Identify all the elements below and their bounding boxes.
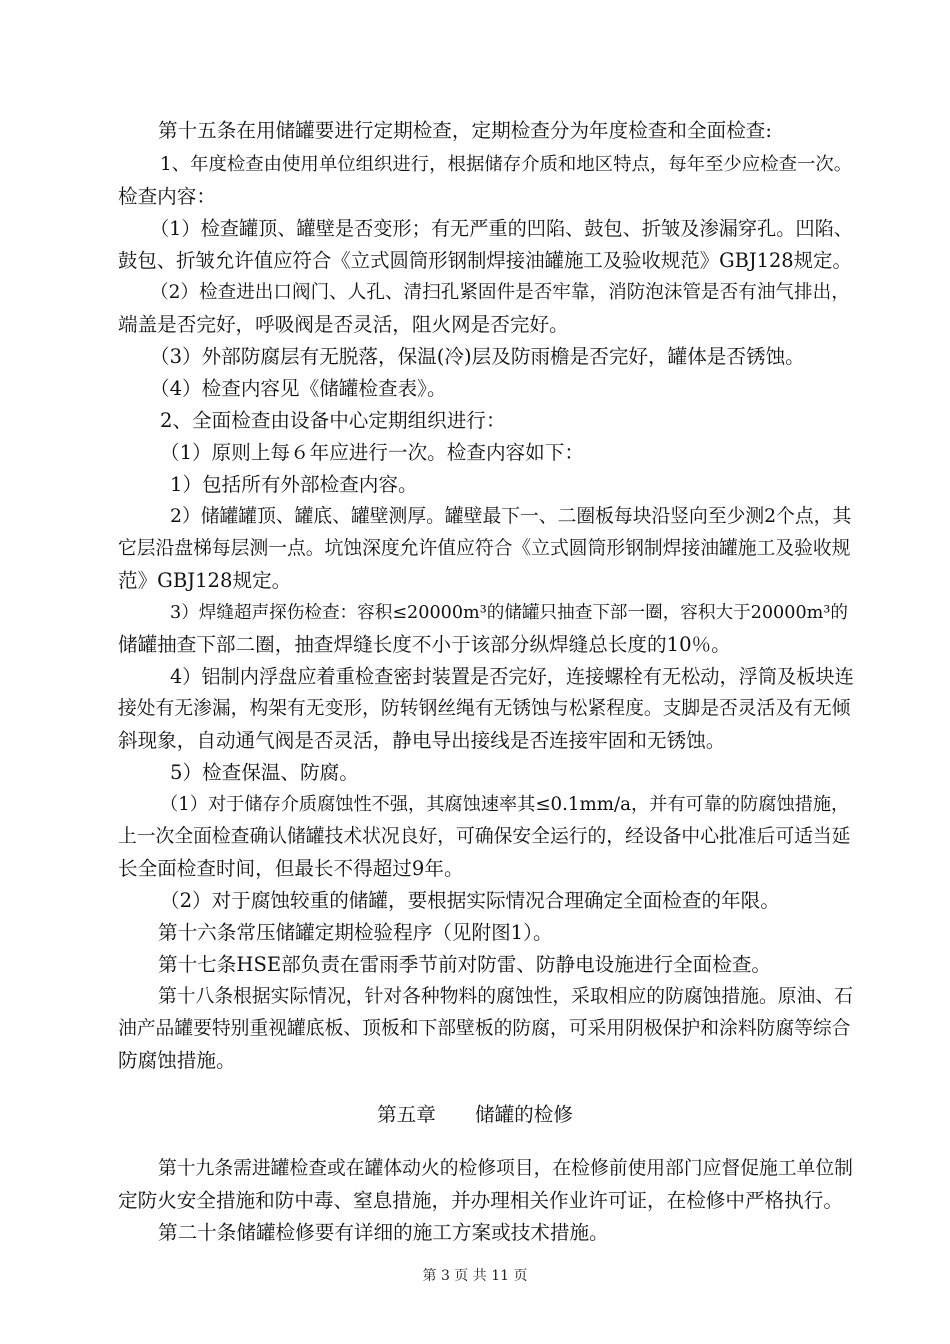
text-line: 检查内容： <box>118 185 216 208</box>
text-line: 防腐蚀措施。 <box>118 1049 236 1072</box>
article-20: 第二十条储罐检修要有详细的施工方案或技术措施。 <box>158 1221 609 1244</box>
text-line: 上一次全面检查确认储罐技术状况良好，可确保安全运行的，经设备中心批准后可适当延 <box>118 826 851 847</box>
text-line: 它层沿盘梯每层测一点。坑蚀深度允许值应符合《立式圆筒形钢制焊接油罐施工及验收规 <box>118 538 851 559</box>
text-line: （4）检查内容见《储罐检查表》。 <box>150 377 447 400</box>
text-line: 范》GBJ128规定。 <box>118 569 292 592</box>
text-line: 接处有无渗漏，构架有无变形，防转钢丝绳有无锈蚀与松紧程度。支脚是否灵活及有无倾 <box>118 698 851 719</box>
article-19: 第十九条需进罐检查或在罐体动火的检修项目，在检修前使用部门应督促施工单位制 <box>158 1158 853 1179</box>
article-16: 第十六条常压储罐定期检验程序（见附图1）。 <box>158 921 553 944</box>
article-15: 第十五条在用储罐要进行定期检查，定期检查分为年度检查和全面检查: <box>158 119 773 142</box>
text-line: （1）原则上每６年应进行一次。检查内容如下： <box>160 441 584 464</box>
text-line: 斜现象，自动通气阀是否灵活，静电导出接线是否连接牢固和无锈蚀。 <box>118 729 726 752</box>
chapter-heading: 第五章 储罐的检修 <box>377 1103 573 1126</box>
text-line: （1）检查罐顶、罐壁是否变形；有无严重的凹陷、鼓包、折皱及渗漏穿孔。凹陷、 <box>150 217 853 240</box>
article-17: 第十七条HSE部负责在雷雨季节前对防雷、防静电设施进行全面检查。 <box>158 953 772 976</box>
text-line: （1）对于储存介质腐蚀性不强，其腐蚀速率其≤0.1mm/a，并有可靠的防腐蚀措施， <box>160 794 850 815</box>
article-18: 第十八条根据实际情况，针对各种物料的腐蚀性，采取相应的防腐蚀措施。原油、石 <box>158 986 853 1007</box>
page-footer: 第 3 页 共 11 页 <box>422 1268 528 1284</box>
text-line: 端盖是否完好，呼吸阀是否灵活，阻火网是否完好。 <box>118 313 569 336</box>
text-line: 鼓包、折皱允许值应符合《立式圆筒形钢制焊接油罐施工及验收规范》GBJ128规定。 <box>118 249 852 272</box>
text-line: 4）铝制内浮盘应着重检查密封装置是否完好，连接螺栓有无松动，浮筒及板块连 <box>170 665 854 688</box>
item-full-check: 2、全面检查由设备中心定期组织进行： <box>160 409 506 432</box>
text-line: 油产品罐要特别重视罐底板、顶板和下部壁板的防腐，可采用阴极保护和涂料防腐等综合 <box>118 1018 851 1039</box>
text-line: （2）对于腐蚀较重的储罐，要根据实际情况合理确定全面检查的年限。 <box>160 889 780 912</box>
text-line: 5）检查保温、防腐。 <box>170 761 359 784</box>
text-line: 3）焊缝超声探伤检查：容积≤20000m³的储罐只抽查下部一圈，容积大于20000m³的 <box>170 603 848 623</box>
text-line: 定防火安全措施和防中毒、窒息措施，并办理相关作业许可证，在检修中严格执行。 <box>118 1189 843 1212</box>
text-line: （2）检查进出口阀门、人孔、清扫孔紧固件是否牢靠，消防泡沫管是否有油气排出， <box>150 282 850 303</box>
text-line: 长全面检查时间，但最长不得超过9年。 <box>118 857 464 880</box>
text-line: 1）包括所有外部检查内容。 <box>170 473 418 496</box>
item-annual-check: 1、年度检查由使用单位组织进行，根据储存介质和地区特点，每年至少应检查一次。 <box>160 154 853 175</box>
text-line: 2）储罐罐顶、罐底、罐壁测厚。罐壁最下一、二圈板每块沿竖向至少测2个点，其 <box>170 506 852 527</box>
text-line: 储罐抽查下部二圈，抽查焊缝长度不小于该部分纵焊缝总长度的10％。 <box>118 633 731 656</box>
text-line: （3）外部防腐层有无脱落，保温(冷)层及防雨檐是否完好，罐体是否锈蚀。 <box>150 345 805 368</box>
